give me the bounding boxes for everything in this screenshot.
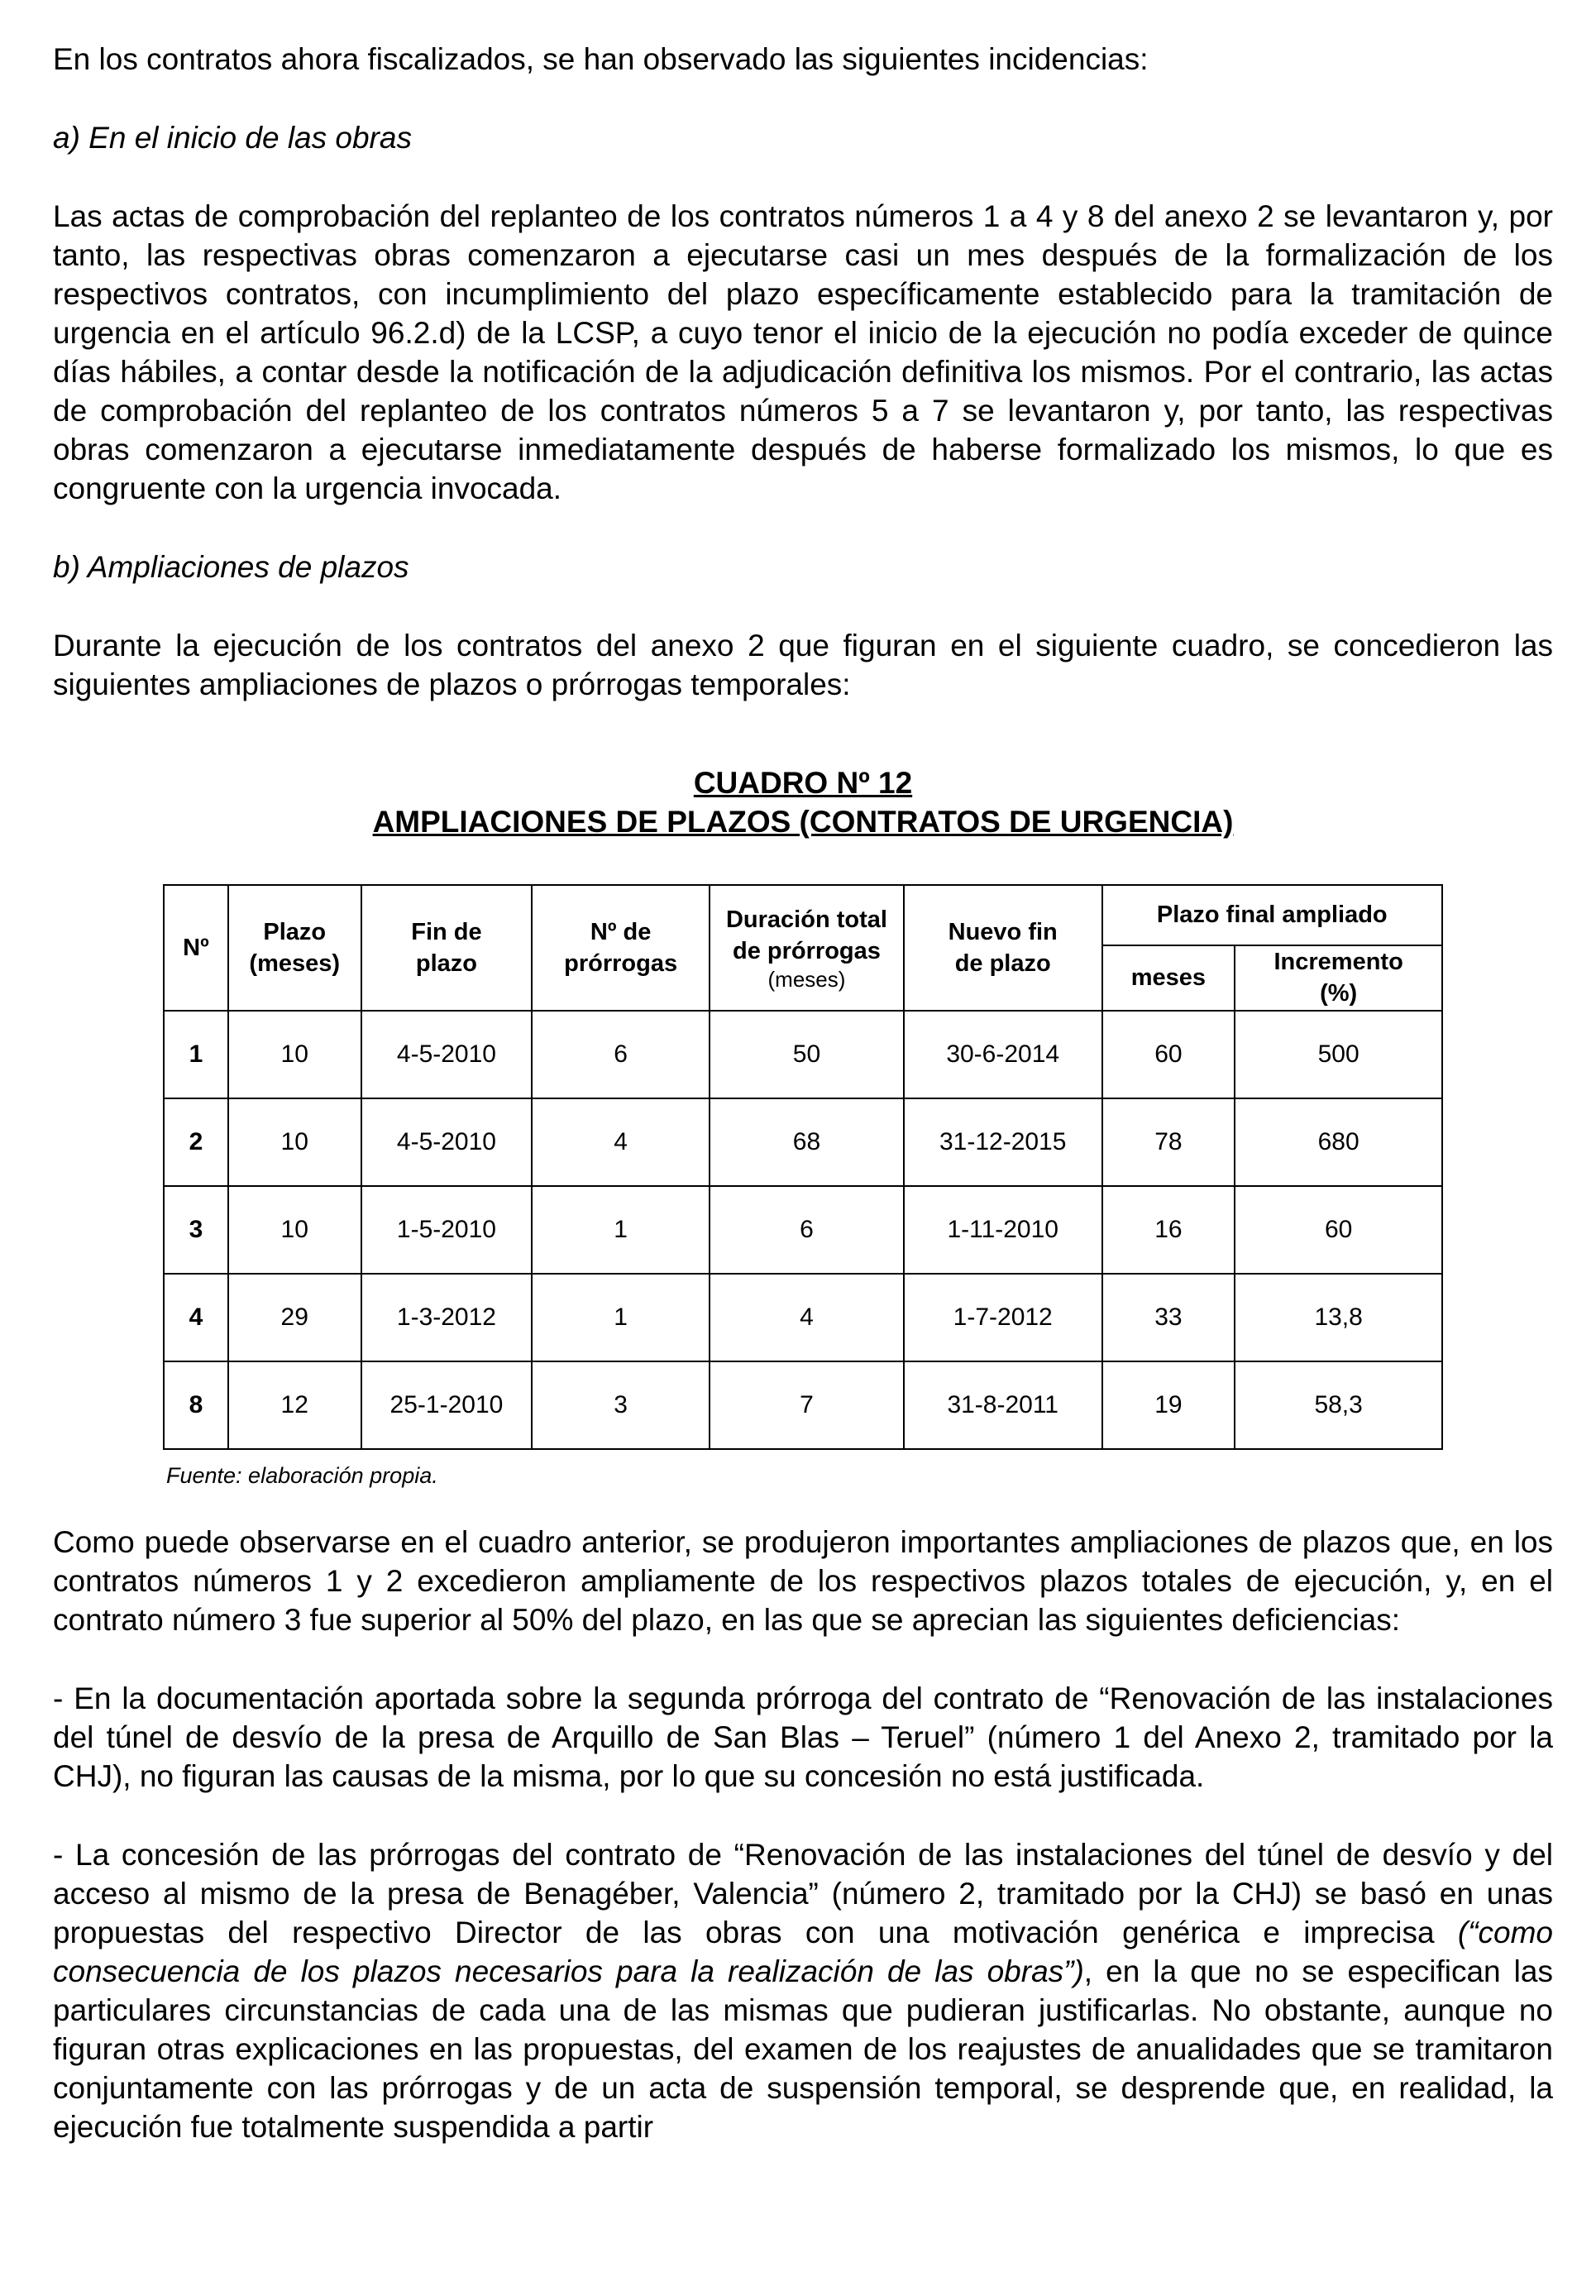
header-n: Nº bbox=[164, 885, 228, 1011]
cell-meses: 19 bbox=[1102, 1361, 1235, 1449]
cell-fin: 1-3-2012 bbox=[361, 1274, 533, 1361]
cell-prorrogas: 1 bbox=[532, 1186, 710, 1274]
table-row bbox=[164, 1098, 1442, 1186]
cell-plazo: 10 bbox=[228, 1186, 361, 1274]
cell-fin: 1-5-2010 bbox=[361, 1186, 533, 1274]
cell-prorrogas: 1 bbox=[532, 1274, 710, 1361]
bullet-paragraph-1: - En la documentación aportada sobre la segunda prórroga del contrato de “Renovación de las instalaciones del túnel de desvío de la presa de Arquillo de San Blas – Teruel” (número 1 del Anexo 2, tramitado por la CHJ), no figuran las causas de la misma, por lo que su concesión no está justificada. bbox=[53, 1681, 1553, 1793]
table-source-note: Fuente: elaboración propia. bbox=[166, 1463, 438, 1488]
cell-meses: 60 bbox=[1102, 1011, 1235, 1098]
table-caption bbox=[53, 763, 1553, 841]
cell-plazo: 10 bbox=[228, 1098, 361, 1186]
extensions-table bbox=[163, 884, 1443, 1450]
table-caption-title: AMPLIACIONES DE PLAZOS (CONTRATOS DE URGENCIA) bbox=[372, 805, 1234, 839]
header-meses: meses bbox=[1102, 945, 1235, 1011]
cell-nuevo-fin: 1-7-2012 bbox=[904, 1274, 1102, 1361]
table-row bbox=[164, 1361, 1442, 1449]
cell-duracion: 7 bbox=[710, 1361, 904, 1449]
cell-incremento: 60 bbox=[1235, 1186, 1442, 1274]
cell-nuevo-fin: 31-8-2011 bbox=[904, 1361, 1102, 1449]
cell-n: 3 bbox=[164, 1186, 228, 1274]
table-caption-number: CUADRO Nº 12 bbox=[693, 766, 913, 800]
header-duracion bbox=[710, 885, 904, 1011]
header-prorrogas-text: Nº de prórrogas bbox=[564, 919, 678, 977]
cell-n: 2 bbox=[164, 1098, 228, 1186]
header-prorrogas bbox=[532, 885, 710, 1011]
table-row bbox=[164, 1186, 1442, 1274]
cell-incremento: 58,3 bbox=[1235, 1361, 1442, 1449]
bullet-2-text-end: , en la que no se especifican las particulares circunstancias de cada una de las mismas que pudieran justificarlas. No obstante, aunque no figuran otras explicaciones en las propuestas, del examen de los reajustes de anualidades que se tramitaron conjuntamente con las prórrogas y de un acta de suspensión temporal, se desprende que, en realidad, la ejecución fue totalmente suspendida a partir bbox=[53, 1954, 1553, 2144]
bullet-paragraph-2 bbox=[53, 1835, 1553, 2146]
table-row bbox=[164, 1011, 1442, 1098]
cell-duracion: 6 bbox=[710, 1186, 904, 1274]
cell-plazo: 10 bbox=[228, 1011, 361, 1098]
table-row bbox=[164, 1274, 1442, 1361]
cell-prorrogas: 3 bbox=[532, 1361, 710, 1449]
header-fin-text: Fin de plazo bbox=[411, 919, 482, 977]
header-duracion-text: Duración total de prórrogas bbox=[725, 906, 887, 964]
cell-duracion: 4 bbox=[710, 1274, 904, 1361]
cell-fin: 25-1-2010 bbox=[361, 1361, 533, 1449]
header-incremento-text: Incremento (%) bbox=[1273, 949, 1403, 1007]
cell-nuevo-fin: 30-6-2014 bbox=[904, 1011, 1102, 1098]
section-a-paragraph: Las actas de comprobación del replanteo de los contratos números 1 a 4 y 8 del anexo 2 se levantaron y, por tanto, las respectivas obras comenzaron a ejecutarse casi un mes después de la formalización de los respectivos contratos, con incumplimiento del plazo específicamente establecido para la tramitación de urgencia en el artículo 96.2.d) de la LCSP, a cuyo tenor el inicio de la ejecución no podía exceder de quince días hábiles, a contar desde la notificación de la adjudicación definitiva los mismos. Por el contrario, las actas de comprobación del replanteo de los contratos números 5 a 7 se levantaron y, por tanto, las respectivas obras comenzaron a ejecutarse inmediatamente después de haberse formalizado los mismos, lo que es congruente con la urgencia invocada. bbox=[53, 199, 1553, 505]
header-incremento bbox=[1235, 945, 1442, 1011]
cell-meses: 33 bbox=[1102, 1274, 1235, 1361]
header-plazo-final: Plazo final ampliado bbox=[1102, 885, 1442, 945]
cell-duracion: 68 bbox=[710, 1098, 904, 1186]
observation-paragraph: Como puede observarse en el cuadro anterior, se produjeron importantes ampliaciones de plazos que, en los contratos números 1 y 2 excedieron ampliamente de los respectivos plazos totales de ejecución, y, en el contrato número 3 fue superior al 50% del plazo, en las que se aprecian las siguientes deficiencias: bbox=[53, 1525, 1553, 1637]
cell-n: 1 bbox=[164, 1011, 228, 1098]
header-fin bbox=[361, 885, 533, 1011]
cell-incremento: 680 bbox=[1235, 1098, 1442, 1186]
header-nuevo-fin bbox=[904, 885, 1102, 1011]
cell-meses: 78 bbox=[1102, 1098, 1235, 1186]
header-nuevo-fin-text: Nuevo fin de plazo bbox=[948, 919, 1058, 977]
header-plazo-text: Plazo (meses) bbox=[249, 919, 341, 977]
cell-incremento: 13,8 bbox=[1235, 1274, 1442, 1361]
cell-nuevo-fin: 31-12-2015 bbox=[904, 1098, 1102, 1186]
intro-paragraph: En los contratos ahora fiscalizados, se han observado las siguientes incidencias: bbox=[53, 42, 1149, 76]
cell-duracion: 50 bbox=[710, 1011, 904, 1098]
cell-fin: 4-5-2010 bbox=[361, 1098, 533, 1186]
section-b-heading: b) Ampliaciones de plazos bbox=[53, 550, 409, 584]
cell-prorrogas: 4 bbox=[532, 1098, 710, 1186]
cell-plazo: 29 bbox=[228, 1274, 361, 1361]
cell-meses: 16 bbox=[1102, 1186, 1235, 1274]
document-page bbox=[53, 40, 1553, 2146]
cell-n: 8 bbox=[164, 1361, 228, 1449]
bullet-2-text-start: - La concesión de las prórrogas del contrato de “Renovación de las instalaciones del túnel de desvío y del acceso al mismo de la presa de Benagéber, Valencia” (número 2, tramitado por la CHJ) se basó en unas propuestas del respectivo Director de las obras con una motivación genérica e imprecisa bbox=[53, 1838, 1553, 1949]
cell-prorrogas: 6 bbox=[532, 1011, 710, 1098]
cell-incremento: 500 bbox=[1235, 1011, 1442, 1098]
header-plazo bbox=[228, 885, 361, 1011]
cell-fin: 4-5-2010 bbox=[361, 1011, 533, 1098]
section-a-heading: a) En el inicio de las obras bbox=[53, 121, 412, 155]
cell-n: 4 bbox=[164, 1274, 228, 1361]
section-b-paragraph: Durante la ejecución de los contratos del anexo 2 que figuran en el siguiente cuadro, se concedieron las siguientes ampliaciones de plazos o prórrogas temporales: bbox=[53, 629, 1553, 701]
cell-nuevo-fin: 1-11-2010 bbox=[904, 1186, 1102, 1274]
cell-plazo: 12 bbox=[228, 1361, 361, 1449]
header-duracion-unit: (meses) bbox=[767, 967, 846, 992]
bullet-2-quote: (“como consecuencia de los plazos necesarios para la realización de las obras”) bbox=[53, 1916, 1553, 1988]
